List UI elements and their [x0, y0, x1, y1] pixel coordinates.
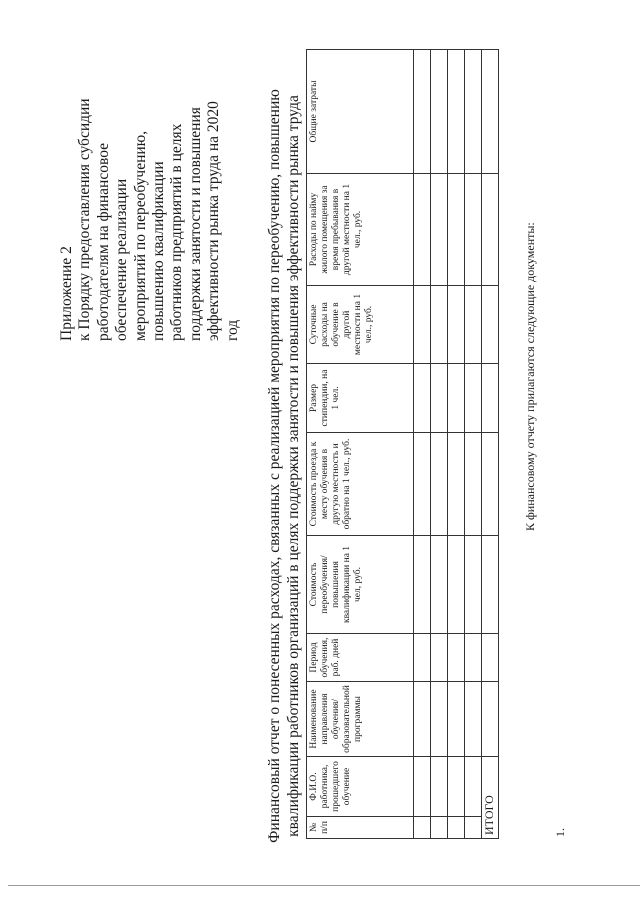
table-cell	[414, 536, 431, 634]
table-cell	[448, 682, 465, 757]
appendix-line: работников предприятий в целях	[168, 123, 186, 341]
attachment-list-item: 1.	[553, 828, 567, 837]
table-cell	[465, 364, 482, 433]
table-cell	[465, 174, 482, 286]
appendix-line: мероприятий по переобучению,	[131, 130, 149, 341]
table-cell	[448, 286, 465, 364]
table-cell	[465, 286, 482, 364]
table-row	[448, 50, 465, 839]
report-title-line-2: квалификации работников организаций в целях поддержки занятости и повышения эффективности рынка труда	[284, 95, 302, 837]
table-cell	[431, 817, 448, 839]
table-cell	[465, 682, 482, 757]
table-cell	[465, 634, 482, 682]
header-cell-total-cost: Общие затраты	[307, 50, 414, 174]
table-row	[431, 50, 448, 839]
table-cell	[431, 634, 448, 682]
table-cell	[465, 817, 482, 839]
appendix-line: эффективности рынка труда на 2020	[205, 101, 223, 341]
header-cell-stipend: Размер стипендии, на 1 чел.	[307, 364, 414, 433]
table-cell	[482, 174, 499, 286]
table-cell	[414, 364, 431, 433]
table-cell	[448, 757, 465, 817]
page-edge-line	[8, 885, 640, 886]
header-cell-training-cost: Стоимость переобучения/ повышения квалификации на 1 чел, руб.	[307, 536, 414, 634]
appendix-line: к Порядку предоставления субсидии	[76, 98, 94, 341]
appendix-line: поддержки занятости и повышения	[186, 107, 204, 341]
table-cell	[482, 634, 499, 682]
appendix-line: повышению квалификации	[150, 161, 168, 341]
table-cell	[448, 174, 465, 286]
total-label-cell: ИТОГО	[482, 757, 499, 839]
table-cell	[448, 634, 465, 682]
header-cell-employee-name: Ф.И.О. работника, прошедшего обучение	[307, 757, 414, 817]
expense-report-table	[306, 49, 499, 839]
table-cell	[414, 817, 431, 839]
table-cell	[414, 286, 431, 364]
appendix-line: год	[223, 319, 241, 341]
table-cell	[414, 50, 431, 174]
appendix-line: обеспечение реализации	[113, 178, 131, 341]
table-cell	[448, 364, 465, 433]
header-cell-period: Период обучения, раб. дней	[307, 634, 414, 682]
table-cell	[414, 433, 431, 536]
table-cell	[448, 433, 465, 536]
appendix-header	[58, 41, 242, 341]
attachments-note: К финансовому отчету прилагаются следующие документы:	[523, 222, 537, 531]
header-cell-travel-cost: Стоимость проезда к месту обучения в другую местность и обратно на 1 чел., руб.	[307, 433, 414, 536]
table-row	[465, 50, 482, 839]
table-row	[414, 50, 431, 839]
table-cell	[414, 757, 431, 817]
table-cell	[431, 50, 448, 174]
table-cell	[448, 50, 465, 174]
table-cell	[431, 682, 448, 757]
table-cell	[431, 433, 448, 536]
table-total-row	[482, 50, 499, 839]
table-cell	[465, 50, 482, 174]
appendix-line: Приложение 2	[58, 246, 75, 341]
table-cell	[431, 364, 448, 433]
table-cell	[482, 536, 499, 634]
table-cell	[482, 364, 499, 433]
table-cell	[414, 634, 431, 682]
header-cell-program: Наименование направления обучения/ образовательной программы	[307, 682, 414, 757]
table-cell	[414, 682, 431, 757]
table-cell	[482, 286, 499, 364]
report-title	[266, 71, 303, 861]
table-cell	[482, 50, 499, 174]
header-cell-number: № п/п	[307, 817, 414, 839]
table-cell	[431, 286, 448, 364]
table-header-row	[307, 50, 414, 839]
report-title-line-1: Финансовый отчет о понесенных расходах, связанных с реализацией мероприятия по переобучению, повышению	[266, 89, 283, 843]
table-cell	[482, 433, 499, 536]
table-cell	[448, 817, 465, 839]
table-cell	[414, 174, 431, 286]
table-cell	[431, 757, 448, 817]
header-cell-housing-cost: Расходы по найму жилого помещения за время пребывания в другой местности на 1 чел., руб.	[307, 174, 414, 286]
table-cell	[465, 757, 482, 817]
table-cell	[465, 536, 482, 634]
table-cell	[431, 174, 448, 286]
table-cell	[482, 682, 499, 757]
table-cell	[448, 536, 465, 634]
appendix-line: работодателям на финансовое	[94, 142, 112, 341]
table-cell	[465, 433, 482, 536]
table-cell	[431, 536, 448, 634]
header-cell-daily-allowance: Суточные расходы на обучение в другой местности на 1 чел., руб.	[307, 286, 414, 364]
